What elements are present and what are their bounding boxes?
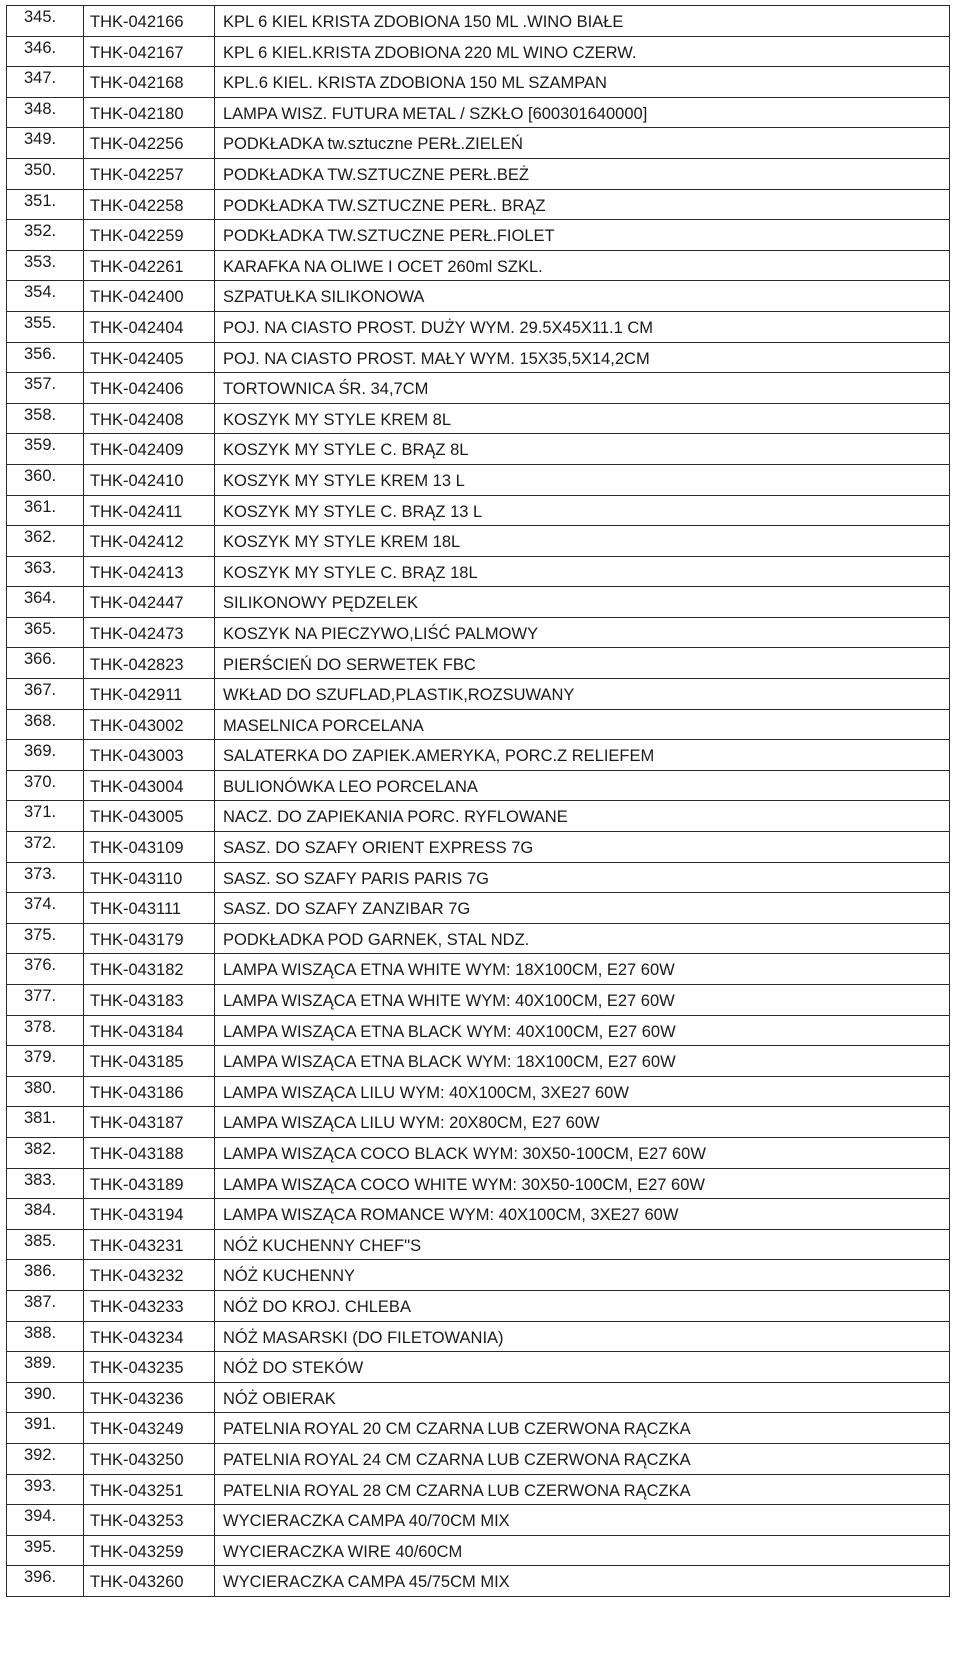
table-row [7,403,950,434]
table-row [7,617,950,648]
product-code-cell: THK-043189 [84,1168,215,1199]
product-code-cell: THK-043110 [84,862,215,893]
product-code-cell: THK-043233 [84,1290,215,1321]
product-code-cell: THK-043236 [84,1382,215,1413]
row-number-cell: 354. [7,281,84,312]
product-name-cell: PODKŁADKA POD GARNEK, STAL NDZ. [215,923,950,954]
table-row [7,464,950,495]
table-row [7,36,950,67]
product-name-cell: SASZ. DO SZAFY ORIENT EXPRESS 7G [215,832,950,863]
product-name-cell: PODKŁADKA TW.SZTUCZNE PERŁ.BEŻ [215,158,950,189]
product-code-cell: THK-043250 [84,1443,215,1474]
row-number-cell: 365. [7,617,84,648]
table-row [7,985,950,1016]
table-row [7,1566,950,1597]
table-row [7,1352,950,1383]
table-row [7,526,950,557]
row-number-cell: 360. [7,464,84,495]
product-name-cell: MASELNICA PORCELANA [215,709,950,740]
row-number-cell: 370. [7,770,84,801]
product-code-cell: THK-043188 [84,1137,215,1168]
row-number-cell: 384. [7,1199,84,1230]
product-code-cell: THK-043002 [84,709,215,740]
row-number-cell: 352. [7,220,84,251]
product-name-cell: WYCIERACZKA WIRE 40/60CM [215,1535,950,1566]
product-code-cell: THK-042257 [84,158,215,189]
row-number-cell: 396. [7,1566,84,1597]
product-code-cell: THK-042256 [84,128,215,159]
table-row [7,1137,950,1168]
table-row [7,1443,950,1474]
product-code-cell: THK-043187 [84,1107,215,1138]
product-name-cell: KOSZYK NA PIECZYWO,LIŚĆ PALMOWY [215,617,950,648]
product-code-cell: THK-043260 [84,1566,215,1597]
table-row [7,495,950,526]
row-number-cell: 373. [7,862,84,893]
table-row [7,97,950,128]
row-number-cell: 380. [7,1076,84,1107]
product-name-cell: KOSZYK MY STYLE KREM 18L [215,526,950,557]
product-name-cell: POJ. NA CIASTO PROST. DUŻY WYM. 29.5X45X11.1 CM [215,311,950,342]
row-number-cell: 375. [7,923,84,954]
table-row [7,1046,950,1077]
row-number-cell: 392. [7,1443,84,1474]
product-name-cell: KARAFKA NA OLIWE I OCET 260ml SZKL. [215,250,950,281]
table-row [7,1413,950,1444]
product-code-cell: THK-043186 [84,1076,215,1107]
row-number-cell: 347. [7,67,84,98]
table-row [7,1076,950,1107]
product-name-cell: NÓŻ KUCHENNY [215,1260,950,1291]
row-number-cell: 374. [7,893,84,924]
product-name-cell: KOSZYK MY STYLE KREM 8L [215,403,950,434]
row-number-cell: 367. [7,679,84,710]
row-number-cell: 368. [7,709,84,740]
row-number-cell: 378. [7,1015,84,1046]
table-row [7,954,950,985]
product-name-cell: LAMPA WISZĄCA LILU WYM: 40X100CM, 3XE27 60W [215,1076,950,1107]
table-row [7,1229,950,1260]
product-name-cell: SILIKONOWY PĘDZELEK [215,587,950,618]
product-code-cell: THK-042167 [84,36,215,67]
product-code-cell: THK-043251 [84,1474,215,1505]
product-name-cell: POJ. NA CIASTO PROST. MAŁY WYM. 15X35,5X14,2CM [215,342,950,373]
table-row [7,342,950,373]
product-code-cell: THK-043183 [84,985,215,1016]
product-name-cell: NACZ. DO ZAPIEKANIA PORC. RYFLOWANE [215,801,950,832]
product-code-cell: THK-043109 [84,832,215,863]
product-code-cell: THK-042911 [84,679,215,710]
product-code-cell: THK-042166 [84,6,215,37]
row-number-cell: 366. [7,648,84,679]
product-code-cell: THK-042404 [84,311,215,342]
row-number-cell: 386. [7,1260,84,1291]
product-code-cell: THK-042410 [84,464,215,495]
product-code-cell: THK-043003 [84,740,215,771]
product-name-cell: LAMPA WISZĄCA ROMANCE WYM: 40X100CM, 3XE27 60W [215,1199,950,1230]
table-row [7,770,950,801]
product-name-cell: NÓŻ OBIERAK [215,1382,950,1413]
table-row [7,1168,950,1199]
row-number-cell: 391. [7,1413,84,1444]
product-code-cell: THK-043111 [84,893,215,924]
row-number-cell: 395. [7,1535,84,1566]
product-code-cell: THK-043179 [84,923,215,954]
product-code-cell: THK-043253 [84,1505,215,1536]
product-code-cell: THK-042180 [84,97,215,128]
product-name-cell: NÓŻ DO KROJ. CHLEBA [215,1290,950,1321]
product-code-cell: THK-042259 [84,220,215,251]
table-row [7,434,950,465]
table-row [7,373,950,404]
product-name-cell: SASZ. DO SZAFY ZANZIBAR 7G [215,893,950,924]
table-row [7,1107,950,1138]
product-name-cell: NÓŻ KUCHENNY CHEF"S [215,1229,950,1260]
product-table [6,5,950,1597]
row-number-cell: 393. [7,1474,84,1505]
row-number-cell: 387. [7,1290,84,1321]
row-number-cell: 362. [7,526,84,557]
row-number-cell: 346. [7,36,84,67]
table-row [7,67,950,98]
product-code-cell: THK-042823 [84,648,215,679]
product-code-cell: THK-043234 [84,1321,215,1352]
row-number-cell: 379. [7,1046,84,1077]
product-code-cell: THK-042447 [84,587,215,618]
product-code-cell: THK-042411 [84,495,215,526]
product-name-cell: PODKŁADKA TW.SZTUCZNE PERŁ. BRĄZ [215,189,950,220]
product-name-cell: KOSZYK MY STYLE C. BRĄZ 8L [215,434,950,465]
table-row [7,556,950,587]
table-row [7,1535,950,1566]
row-number-cell: 361. [7,495,84,526]
product-name-cell: LAMPA WISZĄCA COCO BLACK WYM: 30X50-100CM, E27 60W [215,1137,950,1168]
product-code-cell: THK-042406 [84,373,215,404]
row-number-cell: 349. [7,128,84,159]
product-code-cell: THK-043004 [84,770,215,801]
row-number-cell: 350. [7,158,84,189]
product-name-cell: LAMPA WISZĄCA ETNA BLACK WYM: 40X100CM, E27 60W [215,1015,950,1046]
product-code-cell: THK-043231 [84,1229,215,1260]
table-row [7,648,950,679]
row-number-cell: 381. [7,1107,84,1138]
product-code-cell: THK-043232 [84,1260,215,1291]
product-code-cell: THK-042261 [84,250,215,281]
product-name-cell: LAMPA WISZĄCA COCO WHITE WYM: 30X50-100CM, E27 60W [215,1168,950,1199]
table-row [7,1290,950,1321]
table-row [7,1505,950,1536]
row-number-cell: 356. [7,342,84,373]
product-code-cell: THK-042400 [84,281,215,312]
row-number-cell: 351. [7,189,84,220]
table-row [7,189,950,220]
product-code-cell: THK-042412 [84,526,215,557]
row-number-cell: 371. [7,801,84,832]
product-code-cell: THK-043005 [84,801,215,832]
product-name-cell: PATELNIA ROYAL 28 CM CZARNA LUB CZERWONA RĄCZKA [215,1474,950,1505]
row-number-cell: 388. [7,1321,84,1352]
product-name-cell: BULIONÓWKA LEO PORCELANA [215,770,950,801]
product-name-cell: LAMPA WISZĄCA ETNA WHITE WYM: 18X100CM, E27 60W [215,954,950,985]
product-name-cell: PODKŁADKA tw.sztuczne PERŁ.ZIELEŃ [215,128,950,159]
product-code-cell: THK-043185 [84,1046,215,1077]
product-code-cell: THK-042409 [84,434,215,465]
row-number-cell: 359. [7,434,84,465]
table-row [7,128,950,159]
product-name-cell: LAMPA WISZĄCA LILU WYM: 20X80CM, E27 60W [215,1107,950,1138]
product-code-cell: THK-043182 [84,954,215,985]
table-row [7,832,950,863]
row-number-cell: 353. [7,250,84,281]
product-name-cell: PATELNIA ROYAL 24 CM CZARNA LUB CZERWONA RĄCZKA [215,1443,950,1474]
table-row [7,862,950,893]
row-number-cell: 372. [7,832,84,863]
row-number-cell: 364. [7,587,84,618]
product-code-cell: THK-043249 [84,1413,215,1444]
table-row [7,1382,950,1413]
table-row [7,281,950,312]
table-row [7,250,950,281]
product-name-cell: SALATERKA DO ZAPIEK.AMERYKA, PORC.Z RELIEFEM [215,740,950,771]
table-row [7,1474,950,1505]
row-number-cell: 383. [7,1168,84,1199]
product-name-cell: KOSZYK MY STYLE KREM 13 L [215,464,950,495]
product-name-cell: LAMPA WISZĄCA ETNA WHITE WYM: 40X100CM, E27 60W [215,985,950,1016]
product-name-cell: KPL.6 KIEL. KRISTA ZDOBIONA 150 ML SZAMPAN [215,67,950,98]
table-row [7,1199,950,1230]
table-row [7,740,950,771]
table-row [7,587,950,618]
row-number-cell: 348. [7,97,84,128]
product-code-cell: THK-042405 [84,342,215,373]
table-row [7,311,950,342]
row-number-cell: 363. [7,556,84,587]
product-name-cell: NÓŻ DO STEKÓW [215,1352,950,1383]
table-row [7,158,950,189]
table-row [7,1260,950,1291]
product-name-cell: SZPATUŁKA SILIKONOWA [215,281,950,312]
product-code-cell: THK-042473 [84,617,215,648]
product-name-cell: KPL 6 KIEL.KRISTA ZDOBIONA 220 ML WINO CZERW. [215,36,950,67]
row-number-cell: 376. [7,954,84,985]
product-name-cell: PODKŁADKA TW.SZTUCZNE PERŁ.FIOLET [215,220,950,251]
product-name-cell: KOSZYK MY STYLE C. BRĄZ 18L [215,556,950,587]
row-number-cell: 355. [7,311,84,342]
product-name-cell: PATELNIA ROYAL 20 CM CZARNA LUB CZERWONA RĄCZKA [215,1413,950,1444]
row-number-cell: 358. [7,403,84,434]
product-name-cell: TORTOWNICA ŚR. 34,7CM [215,373,950,404]
table-row [7,1015,950,1046]
product-code-cell: THK-042168 [84,67,215,98]
row-number-cell: 345. [7,6,84,37]
table-row [7,220,950,251]
product-name-cell: KPL 6 KIEL KRISTA ZDOBIONA 150 ML .WINO BIAŁE [215,6,950,37]
product-name-cell: NÓŻ MASARSKI (DO FILETOWANIA) [215,1321,950,1352]
table-row [7,679,950,710]
table-row [7,709,950,740]
product-name-cell: SASZ. SO SZAFY PARIS PARIS 7G [215,862,950,893]
product-name-cell: WYCIERACZKA CAMPA 40/70CM MIX [215,1505,950,1536]
product-code-cell: THK-042413 [84,556,215,587]
row-number-cell: 385. [7,1229,84,1260]
product-code-cell: THK-043184 [84,1015,215,1046]
product-name-cell: LAMPA WISZ. FUTURA METAL / SZKŁO [600301640000] [215,97,950,128]
product-code-cell: THK-042258 [84,189,215,220]
product-name-cell: KOSZYK MY STYLE C. BRĄZ 13 L [215,495,950,526]
table-row [7,1321,950,1352]
row-number-cell: 389. [7,1352,84,1383]
row-number-cell: 357. [7,373,84,404]
product-name-cell: WKŁAD DO SZUFLAD,PLASTIK,ROZSUWANY [215,679,950,710]
row-number-cell: 394. [7,1505,84,1536]
row-number-cell: 377. [7,985,84,1016]
product-name-cell: WYCIERACZKA CAMPA 45/75CM MIX [215,1566,950,1597]
product-name-cell: LAMPA WISZĄCA ETNA BLACK WYM: 18X100CM, E27 60W [215,1046,950,1077]
product-code-cell: THK-043259 [84,1535,215,1566]
table-row [7,893,950,924]
row-number-cell: 369. [7,740,84,771]
table-row [7,801,950,832]
table-row [7,923,950,954]
table-row [7,6,950,37]
row-number-cell: 390. [7,1382,84,1413]
product-code-cell: THK-042408 [84,403,215,434]
row-number-cell: 382. [7,1137,84,1168]
product-code-cell: THK-043235 [84,1352,215,1383]
product-code-cell: THK-043194 [84,1199,215,1230]
product-name-cell: PIERŚCIEŃ DO SERWETEK FBC [215,648,950,679]
product-table-body [7,6,950,1597]
